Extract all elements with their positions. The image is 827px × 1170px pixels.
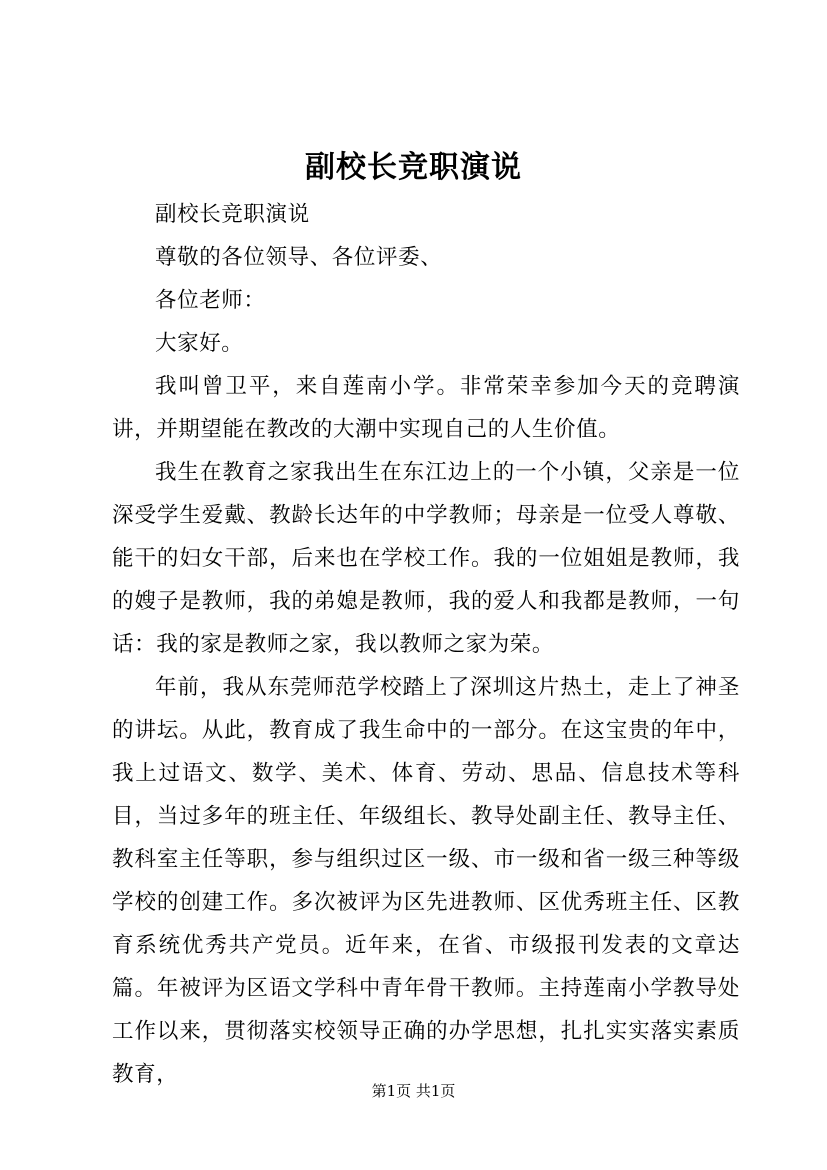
page-title: 副校长竞职演说 [305,150,522,185]
paragraph: 我生在教育之家我出生在东江边上的一个小镇，父亲是一位深受学生爱戴、教龄长达年的中学教师；母亲是一位受人尊敬、能干的妇女干部，后来也在学校工作。我的一位姐姐是教师，我的嫂子是教师，我的弟媳是教师，我的爱人和我都是教师，一句话：我的家是教师之家，我以教师之家为荣。 [112,460,740,657]
document-body [112,193,740,1096]
paragraph: 大家好。 [155,331,244,356]
paragraph: 各位老师： [155,288,266,313]
page-footer: 第1页 共1页 [371,1082,456,1100]
paragraph: 尊敬的各位领导、各位评委、 [155,245,443,270]
paragraph: 我叫曾卫平，来自莲南小学。非常荣幸参加今天的竞聘演讲，并期望能在教改的大潮中实现自己的人生价值。 [112,374,740,442]
paragraph: 副校长竞职演说 [155,202,310,227]
paragraph: 年前，我从东莞师范学校踏上了深圳这片热土，走上了神圣的讲坛。从此，教育成了我生命中的一部分。在这宝贵的年中，我上过语文、数学、美术、体育、劳动、思品、信息技术等科目，当过多年的班主任、年级组长、教导处副主任、教导主任、教科室主任等职，参与组织过区一级、市一级和省一级三种等级学校的创建工作。多次被评为区先进教师、区优秀班主任、区教育系统优秀共产党员。近年来，在省、市级报刊发表的文章达篇。年被评为区语文学科中青年骨干教师。主持莲南小学教导处工作以来，贯彻落实校领导正确的办学思想，扎扎实实落实素质教育， [112,675,740,1087]
